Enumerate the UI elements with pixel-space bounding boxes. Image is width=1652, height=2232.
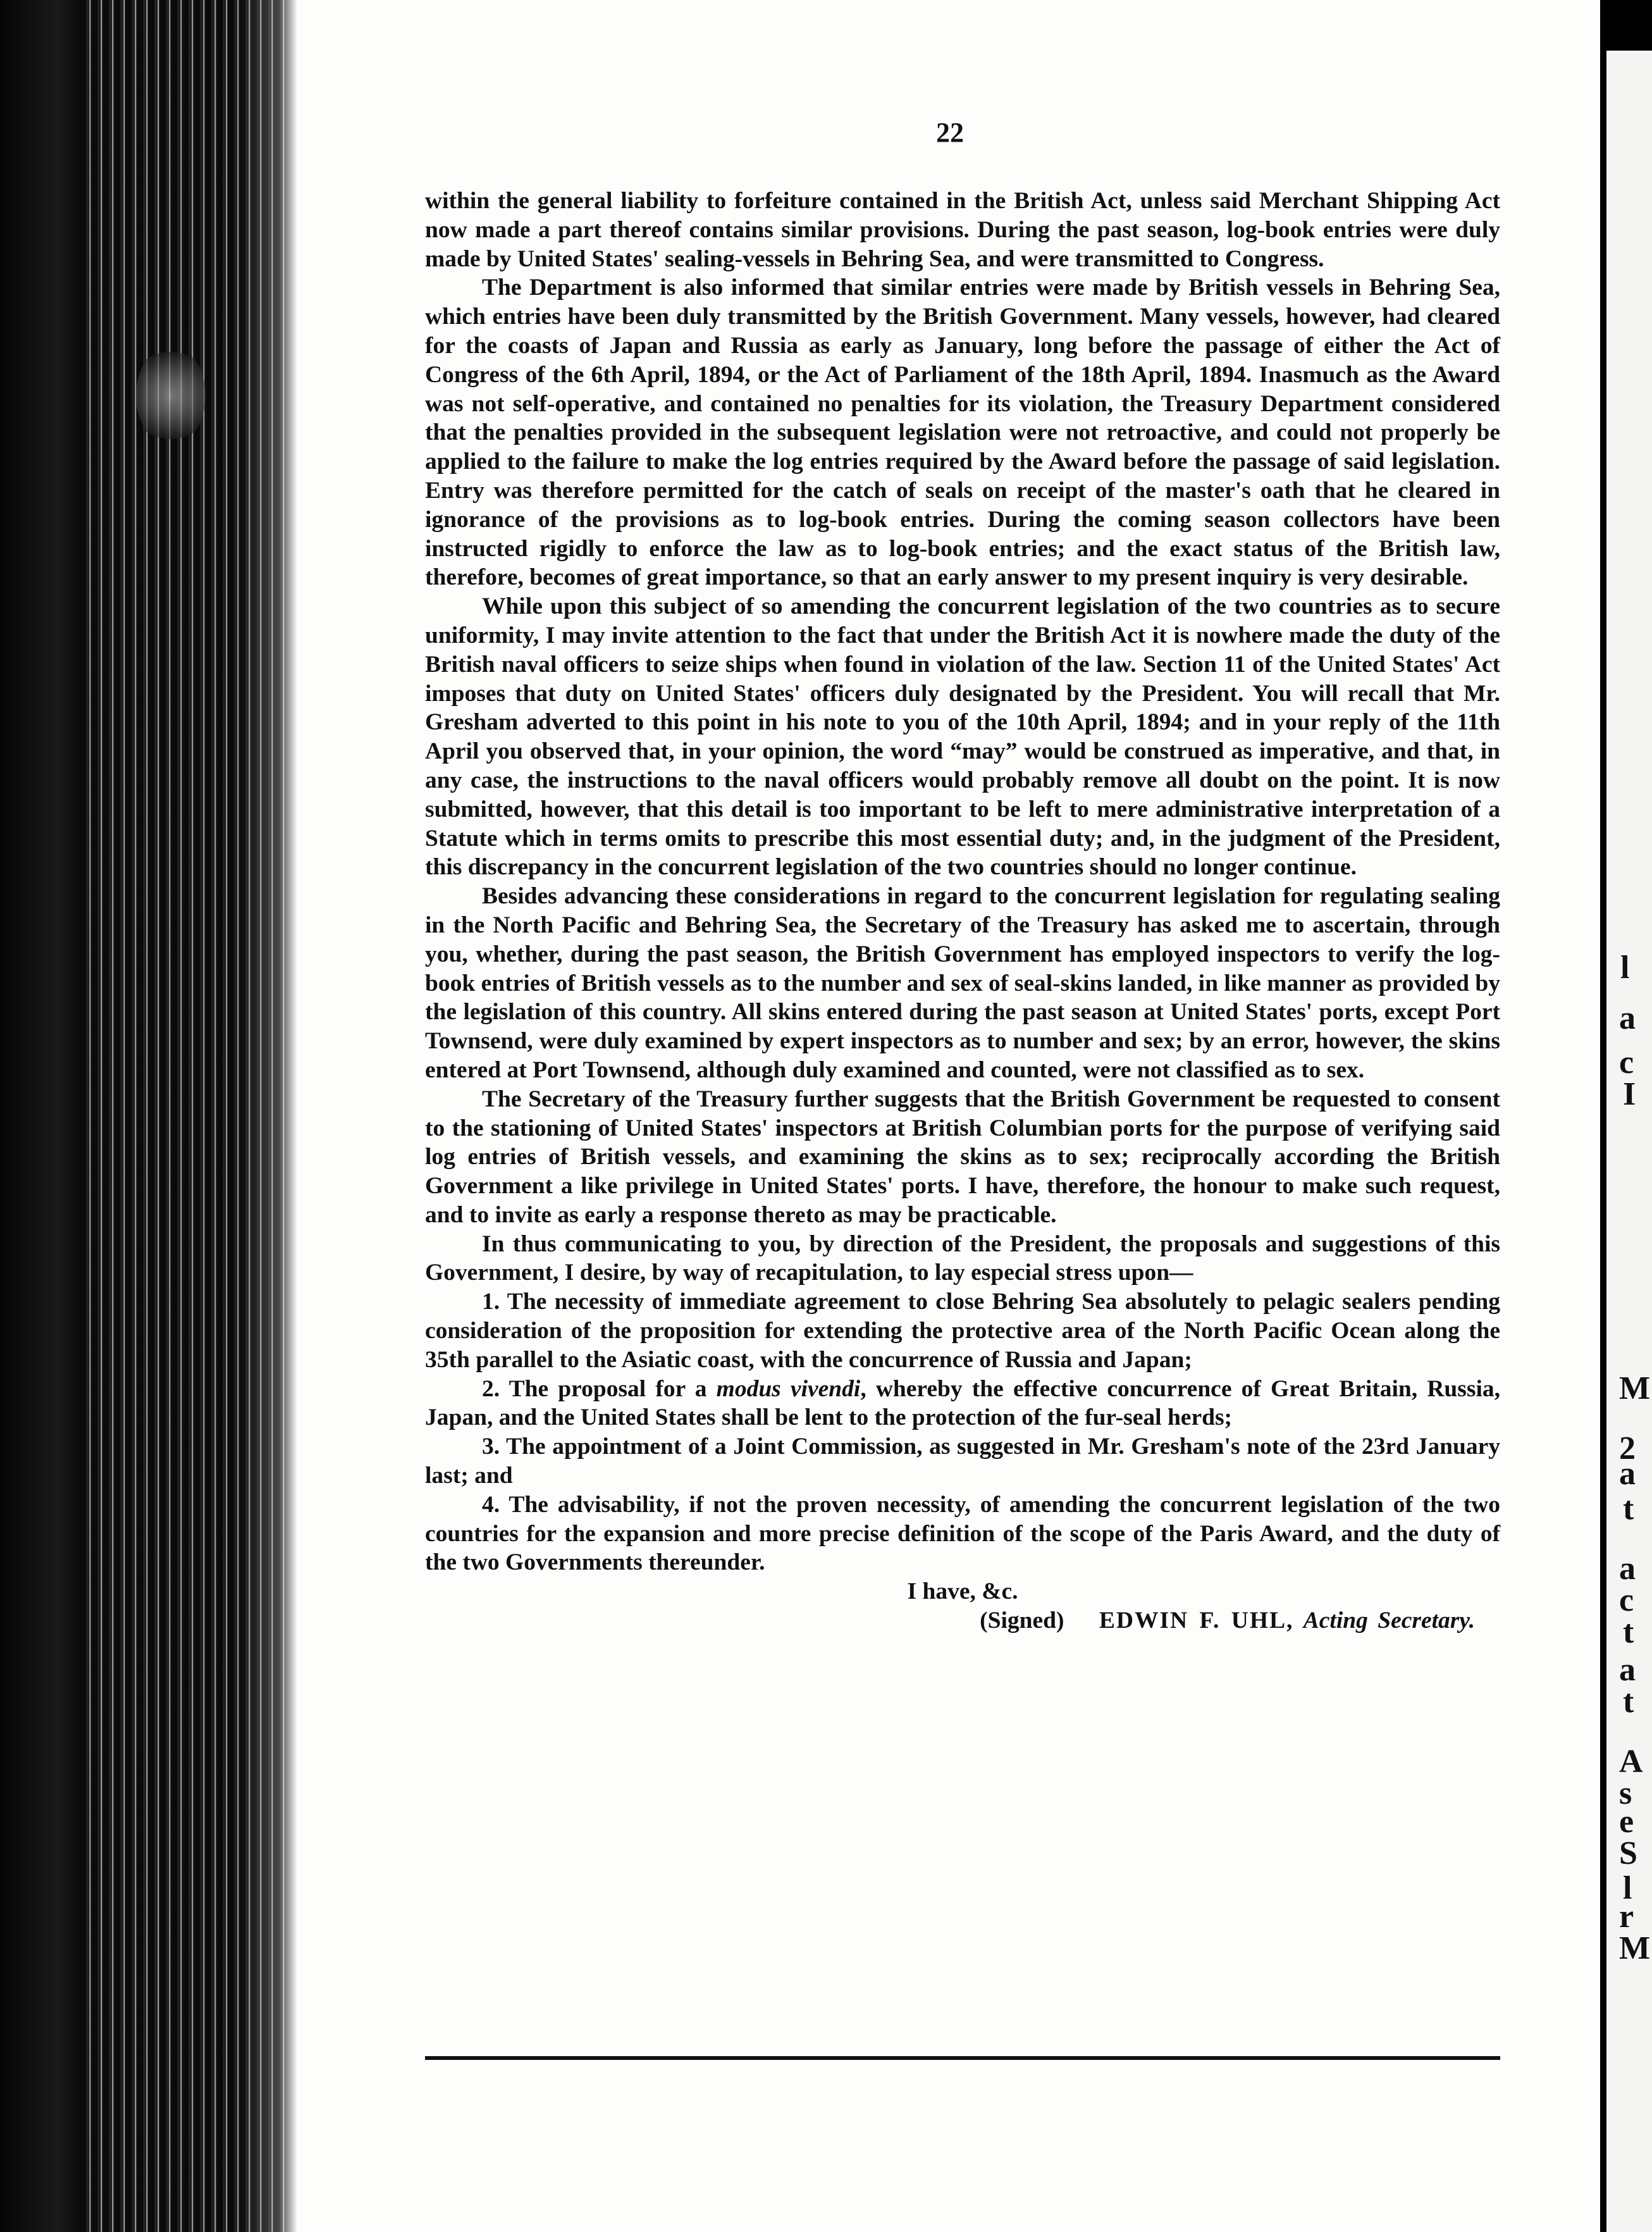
bleed-letter: c [1619, 1045, 1634, 1081]
recapitulation-item-1: 1. The necessity of immediate agreement to close Behring Sea absolutely to pelagic sealers pending consideration of the proposition for extending the protective area of the North Pacific Ocean along the 35th parallel to the Asiatic coast, with the concurrence of Russia and Japan; [425, 1289, 1500, 1373]
paragraph: Besides advancing these considerations in regard to the concurrent legislation for regulating sealing in the North Pacific and Behring Sea, the Secretary of the Treasury has asked me to ascertain, through you, whether, during the past season, the British Government has employed inspectors to verify the log-book entries of British vessels as to the number and sex of seal-skins landed, in like manner as provided by the legislation of this country. All skins entered during the past season at United States' ports, except Port Townsend, were duly examined by expert inspectors as to number and sex; by an error, however, the skins entered at Port Townsend, although duly examined and counted, were not classified as to sex. [425, 883, 1500, 1083]
bleed-letter: S [1619, 1835, 1637, 1871]
paragraph: The Department is also informed that similar entries were made by British vessels in Behring Sea, which entries have been duly transmitted by the British Government. Many vessels, however, had cleared for the coasts of Japan and Russia as early as January, long before the passage of either the Act of Congress of the 6th April, 1894, or the Act of Parliament of the 18th April, 1894. Inasmuch as the Award was not self-operative, and contained no penalties for its violation, the Treasury Department considered that the penalties provided in the subsequent legislation were not retroactive, and could not properly be applied to the failure to make the log entries required by the Award before the passage of said legislation. Entry was therefore permitted for the catch of seals on receipt of the master's oath that he cleared in ignorance of the provisions as to log-book entries. During the coming season collectors have been instructed rigidly to enforce the law as to log-book entries; and the exact status of the British law, therefore, becomes of great importance, so that an early answer to my present inquiry is very desirable. [425, 275, 1500, 591]
bleed-letter: t [1623, 1614, 1634, 1650]
signatory-name: EDWIN F. UHL, [1099, 1608, 1294, 1634]
bleed-letter: M [1619, 1370, 1651, 1406]
page-gutter [240, 0, 297, 2232]
item-text: , whereby the effective concurrence of Great Britain, Russia, Japan, and the United States shall be lent to the protection of the fur-seal herds; [425, 1375, 1500, 1431]
bleed-letter: l [1623, 1870, 1632, 1906]
bleed-letter: c [1619, 1582, 1634, 1618]
page-content [425, 117, 1500, 1635]
signatory-title: Acting Secretary. [1303, 1608, 1475, 1634]
item-text: 2. The proposal for a [482, 1375, 717, 1402]
footer-rule [425, 2056, 1500, 2060]
library-stamp-mark [136, 345, 206, 446]
bleed-letter: a [1619, 1652, 1636, 1688]
bleed-letter: a [1619, 1456, 1636, 1492]
bleed-letter: r [1619, 1899, 1634, 1935]
bleed-letter: t [1623, 1683, 1634, 1720]
recapitulation-item-2 [425, 1375, 1500, 1433]
paragraph: While upon this subject of so amending the concurrent legislation of the two countries as to secure uniformity, I may invite attention to the fact that under the British Act it is nowhere made the duty of the British naval officers to seize ships when found in violation of the law. Section 11 of the United States' Act imposes that duty on United States' officers duly designated by the President. You will recall that Mr. Gresham adverted to this point in his note to you of the 10th April, 1894; and in your reply of the 11th April you observed that, in your opinion, the word “may” would be construed as imperative, and that, in any case, the instructions to the naval officers would probably remove all doubt on the point. It is now submitted, however, that this detail is too important to be left to mere administrative interpretation of a Statute which in terms omits to prescribe this most essential duty; and, in the judgment of the President, this discrepancy in the concurrent legislation of the two countries should no longer continue. [425, 593, 1500, 881]
closing-line: I have, &c. [907, 1578, 1018, 1605]
latin-phrase: modus vivendi [716, 1375, 861, 1402]
paragraph: within the general liability to forfeiture contained in the British Act, unless said Merchant Shipping Act now made a part thereof contains similar provisions. During the past season, log-book entries were duly made by United States' sealing-vessels in Behring Sea, and were transmitted to Congress. [425, 188, 1500, 272]
paragraph: In thus communicating to you, by direction of the President, the proposals and suggestions of this Government, I desire, by way of recapitulation, to lay especial stress upon— [425, 1231, 1500, 1286]
bleed-letter: a [1619, 1551, 1636, 1587]
bleed-letter: M [1619, 1930, 1651, 1966]
scan-border [1606, 0, 1652, 51]
recapitulation-item-3: 3. The appointment of a Joint Commission, as suggested in Mr. Gresham's note of the 23rd January last; and [425, 1434, 1500, 1489]
page-number: 22 [936, 117, 964, 148]
bleed-letter: A [1619, 1744, 1643, 1780]
bleed-letter: s [1619, 1775, 1632, 1811]
bleed-letter: e [1619, 1804, 1634, 1840]
signed-label: (Signed) [980, 1608, 1064, 1634]
signature-line [425, 1606, 1500, 1635]
bleed-letter: t [1623, 1491, 1634, 1527]
bleed-letter: a [1619, 1000, 1636, 1036]
paragraph: The Secretary of the Treasury further suggests that the British Government be requested to consent to the stationing of United States' inspectors at British Columbian ports for the purpose of verifying said log entries of British vessels, and examining the skins as to sex; reciprocally according the British Government a like privilege in United States' ports. I have, therefore, the honour to make such request, and to invite as early a response thereto as may be practicable. [425, 1086, 1500, 1228]
bleed-letter: l [1620, 950, 1630, 986]
recapitulation-item-4: 4. The advisability, if not the proven necessity, of amending the concurrent legislation of the two countries for the expansion and more precise definition of the scope of the Paris Award, and the duty of the two Governments thereunder. [425, 1491, 1500, 1576]
bleed-letter: 2 [1619, 1430, 1636, 1466]
book-spine-shadow [0, 0, 82, 2232]
bleed-letter: I [1623, 1076, 1636, 1112]
